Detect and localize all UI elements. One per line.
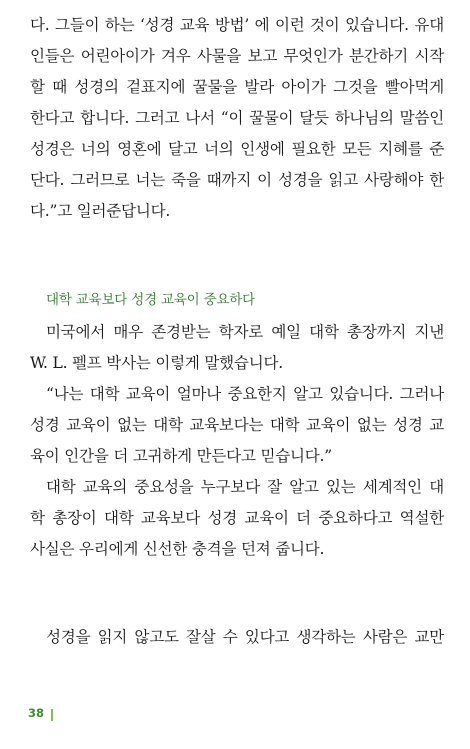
text-line: 성경은 너의 영혼에 달고 너의 인생에 필요한 모든 지혜를 준 <box>30 140 444 158</box>
text-line: 인들은 어린아이가 겨우 사물을 보고 무엇인가 분간하기 시작 <box>30 47 444 65</box>
text-line: “나는 대학 교육이 얼마나 중요한지 알고 있습니다. 그러나 <box>46 385 444 403</box>
text-line: 성경 교육이 없는 대학 교육보다는 대학 교육이 없는 성경 교 <box>30 416 444 434</box>
text-line: 미국에서 매우 존경받는 학자로 예일 대학 총장까지 지낸 <box>46 323 444 341</box>
page-number-divider <box>51 709 53 721</box>
paragraph-commentary <box>30 472 444 565</box>
paragraph-phelps-quote <box>30 379 444 472</box>
paragraph-phelps-intro <box>30 317 444 379</box>
text-line: 사실은 우리에게 신선한 충격을 던져 줍니다. <box>30 540 325 558</box>
section-heading: 대학 교육보다 성경 교육이 중요하다 <box>46 292 255 308</box>
text-line: 다.”고 일러준답니다. <box>30 202 171 220</box>
text-line: W. L. 펠프 박사는 이렇게 말했습니다. <box>30 354 283 372</box>
page-number: 38 <box>28 706 45 720</box>
paragraph-jewish-bible-education <box>30 10 444 227</box>
text-line: 한다고 합니다. 그러고 나서 “이 꿀물이 달듯 하나님의 말씀인 <box>30 109 444 127</box>
text-line: 성경을 읽지 않고도 잘살 수 있다고 생각하는 사람은 교만 <box>46 628 444 646</box>
paragraph-arrogance <box>30 622 444 653</box>
text-line: 대학 교육의 중요성을 누구보다 잘 알고 있는 세계적인 대 <box>46 478 444 496</box>
text-line: 할 때 성경의 겉표지에 꿀물을 발라 아이가 그것을 빨아먹게 <box>30 78 444 96</box>
text-line: 단다. 그러므로 너는 죽을 때까지 이 성경을 읽고 사랑해야 한 <box>30 171 444 189</box>
text-line: 육이 인간을 더 고귀하게 만든다고 믿습니다.” <box>30 447 333 465</box>
text-line: 다. 그들이 하는 ‘성경 교육 방법’ 에 이런 것이 있습니다. 유대 <box>30 16 444 34</box>
text-line: 학 총장이 대학 교육보다 성경 교육이 더 중요하다고 역설한 <box>30 509 444 527</box>
